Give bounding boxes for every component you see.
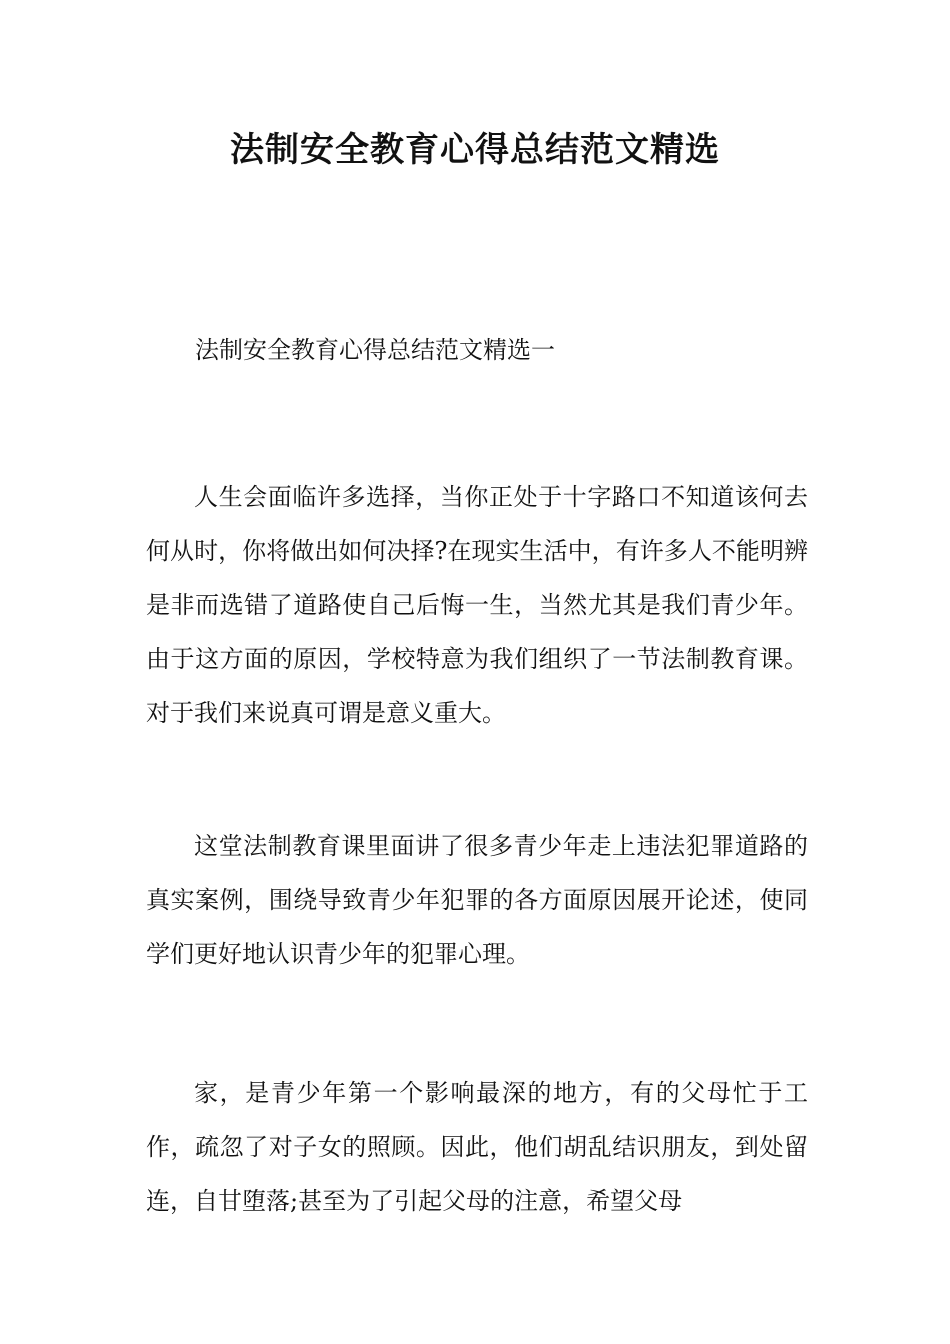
paragraph-2: 这堂法制教育课里面讲了很多青少年走上违法犯罪道路的真实案例，围绕导致青少年犯罪的各方面原因展开论述，使同学们更好地认识青少年的犯罪心理。 — [146, 832, 808, 968]
paragraph-3: 家，是青少年第一个影响最深的地方，有的父母忙于工作，疏忽了对子女的照顾。因此，他们胡乱结识朋友，到处留连，自甘堕落;甚至为了引起父母的注意，希望父母 — [146, 1079, 808, 1215]
section-heading: 法制安全教育心得总结范文精选一 — [195, 336, 555, 364]
document-title: 法制安全教育心得总结范文精选 — [230, 130, 720, 170]
paragraph-1: 人生会面临许多选择，当你正处于十字路口不知道该何去何从时，你将做出如何决择?在现实生活中，有许多人不能明辨是非而选错了道路使自己后悔一生，当然尤其是我们青少年。由于这方面的原因，学校特意为我们组织了一节法制教育课。对于我们来说真可谓是意义重大。 — [146, 483, 808, 727]
